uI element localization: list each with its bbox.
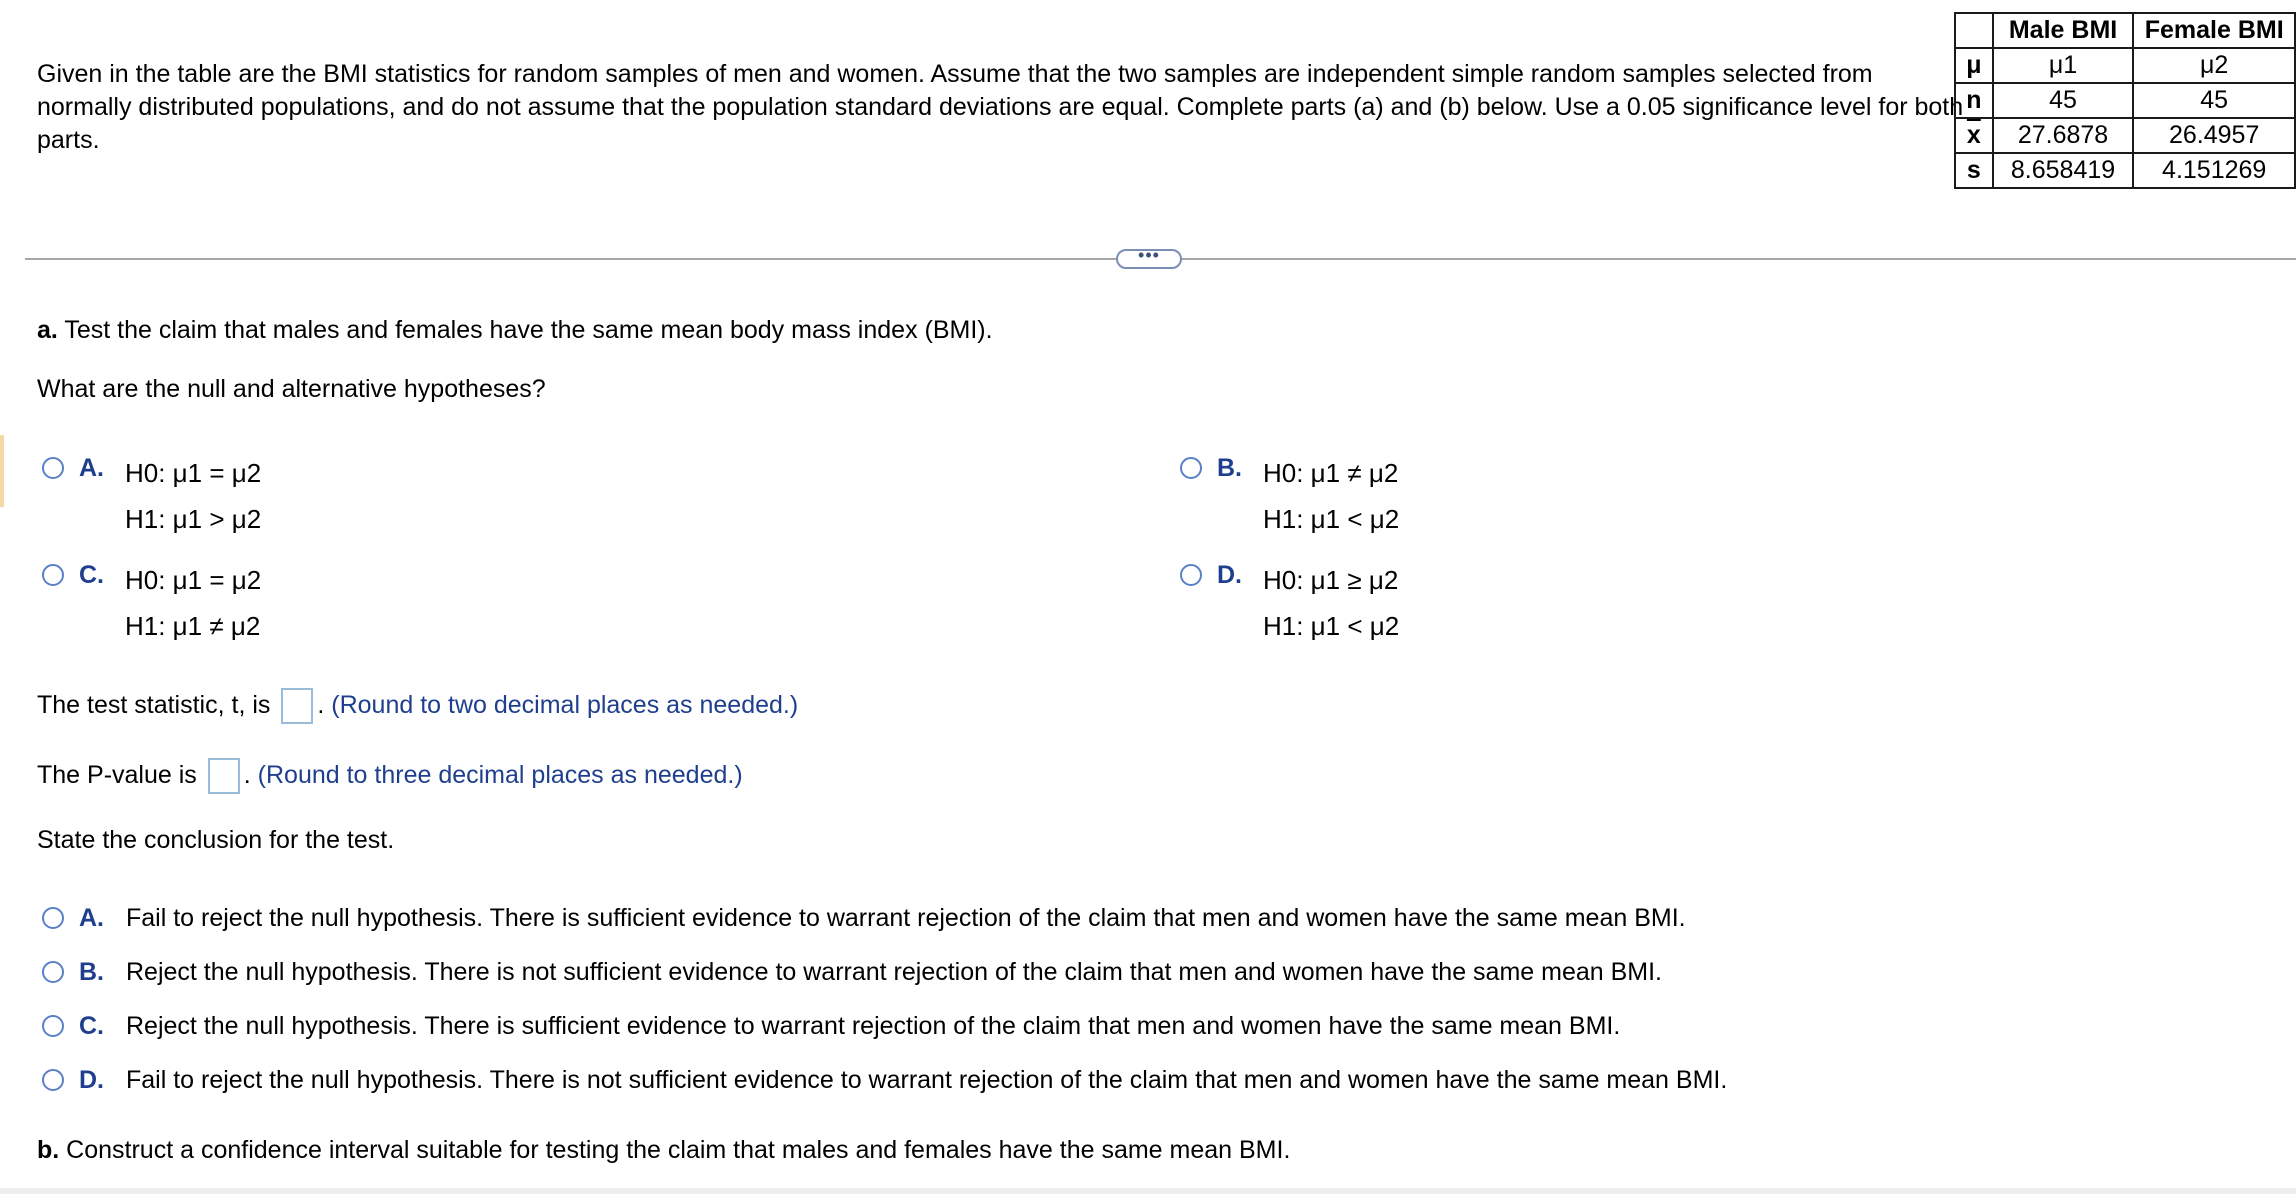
part-b-text: Construct a confidence interval suitable for testing the claim that males and females have the same mean BMI. (66, 1136, 1291, 1164)
row-label-xbar: $\overline{x}$ (1955, 118, 1993, 153)
female-n: 45 (2133, 83, 2295, 118)
table-row (1955, 118, 2295, 153)
test-statistic-line: The test statistic, t, is . (Round to two decimal places as needed.) (37, 686, 798, 724)
table-row (1955, 83, 2295, 118)
female-xbar: 26.4957 (2133, 118, 2295, 153)
test-statistic-hint: (Round to two decimal places as needed.) (331, 691, 799, 719)
part-b-label: b. (37, 1136, 60, 1164)
conclusion-c-radio[interactable] (42, 1015, 64, 1037)
male-n: 45 (1993, 83, 2134, 118)
option-d-h1: H1: μ1 < μ2 (1263, 611, 1400, 641)
option-a-hypotheses[interactable] (125, 450, 261, 542)
test-statistic-label: The test statistic, t, is (37, 691, 271, 719)
row-label-n: n (1955, 83, 1993, 118)
conclusion-a-text[interactable]: Fail to reject the null hypothesis. There is sufficient evidence to warrant rejection of the claim that men and women have the same mean BMI. (126, 904, 1686, 932)
female-bmi-header: Female BMI (2133, 13, 2295, 48)
conclusion-b-radio[interactable] (42, 961, 64, 983)
problem-intro: Given in the table are the BMI statistics for random samples of men and women. Assume that the two samples are independent simple random samples selected from normally distributed populations, and do not assume that the population standard deviations are equal. Complete parts (a) and (b) below. Use a 0.05 significance level for both parts. (37, 60, 1964, 154)
option-c-radio[interactable] (42, 564, 64, 586)
conclusion-a-radio[interactable] (42, 907, 64, 929)
conclusion-a-letter: A. (79, 904, 104, 932)
part-b-question (37, 1136, 1290, 1165)
focus-accent (0, 435, 4, 507)
row-label-s: s (1955, 153, 1993, 188)
part-a-text: Test the claim that males and females have the same mean body mass index (BMI). (64, 316, 993, 344)
part-a-question (37, 316, 993, 345)
pvalue-label: The P-value is (37, 761, 197, 789)
option-a-letter: A. (79, 454, 104, 482)
option-b-h1: H1: μ1 < μ2 (1263, 504, 1400, 534)
male-mu-value: μ1 (2048, 51, 2078, 79)
bmi-stats-table (1954, 12, 2296, 189)
male-mu (1993, 48, 2134, 83)
part-a-label: a. (37, 316, 58, 344)
row-label-mu: μ (1955, 48, 1993, 83)
conclusion-b-letter: B. (79, 958, 104, 986)
conclusion-d-text[interactable]: Fail to reject the null hypothesis. There is not sufficient evidence to warrant rejection of the claim that men and women have the same mean BMI. (126, 1066, 1728, 1094)
option-c-h1: H1: μ1 ≠ μ2 (125, 611, 261, 641)
conclusion-prompt: State the conclusion for the test. (37, 826, 395, 854)
option-c-h0: H0: μ1 = μ2 (125, 565, 262, 595)
female-mu (2133, 48, 2295, 83)
expand-button[interactable]: ••• (1116, 249, 1182, 269)
option-d-h0: H0: μ1 ≥ μ2 (1263, 565, 1399, 595)
male-xbar: 27.6878 (1993, 118, 2134, 153)
option-d-radio[interactable] (1180, 564, 1202, 586)
conclusion-c-letter: C. (79, 1012, 104, 1040)
pvalue-hint: (Round to three decimal places as needed.) (257, 761, 743, 789)
conclusion-d-letter: D. (79, 1066, 104, 1094)
option-b-radio[interactable] (1180, 457, 1202, 479)
option-d-hypotheses[interactable] (1263, 557, 1399, 649)
pvalue-input[interactable] (208, 758, 240, 794)
table-corner-cell (1955, 13, 1993, 48)
table-header-row (1955, 13, 2295, 48)
conclusion-d-radio[interactable] (42, 1069, 64, 1091)
option-b-hypotheses[interactable] (1263, 450, 1399, 542)
conclusion-c-text[interactable]: Reject the null hypothesis. There is sufficient evidence to warrant rejection of the claim that men and women have the same mean BMI. (126, 1012, 1621, 1040)
option-a-h1: H1: μ1 > μ2 (125, 504, 262, 534)
table-row (1955, 48, 2295, 83)
option-c-hypotheses[interactable] (125, 557, 261, 649)
pvalue-line: The P-value is . (Round to three decimal places as needed.) (37, 756, 743, 794)
bottom-bar (0, 1188, 2296, 1194)
option-a-h0: H0: μ1 = μ2 (125, 458, 262, 488)
table-row (1955, 153, 2295, 188)
option-d-letter: D. (1217, 561, 1242, 589)
option-b-h0: H0: μ1 ≠ μ2 (1263, 458, 1399, 488)
conclusion-b-text[interactable]: Reject the null hypothesis. There is not sufficient evidence to warrant rejection of the claim that men and women have the same mean BMI. (126, 958, 1662, 986)
option-c-letter: C. (79, 561, 104, 589)
hypotheses-question: What are the null and alternative hypotheses? (37, 375, 546, 403)
male-bmi-header: Male BMI (1993, 13, 2134, 48)
option-b-letter: B. (1217, 454, 1242, 482)
female-s: 4.151269 (2133, 153, 2295, 188)
test-statistic-input[interactable] (281, 688, 313, 724)
option-a-radio[interactable] (42, 457, 64, 479)
male-s: 8.658419 (1993, 153, 2134, 188)
female-mu-value: μ2 (2200, 51, 2229, 79)
